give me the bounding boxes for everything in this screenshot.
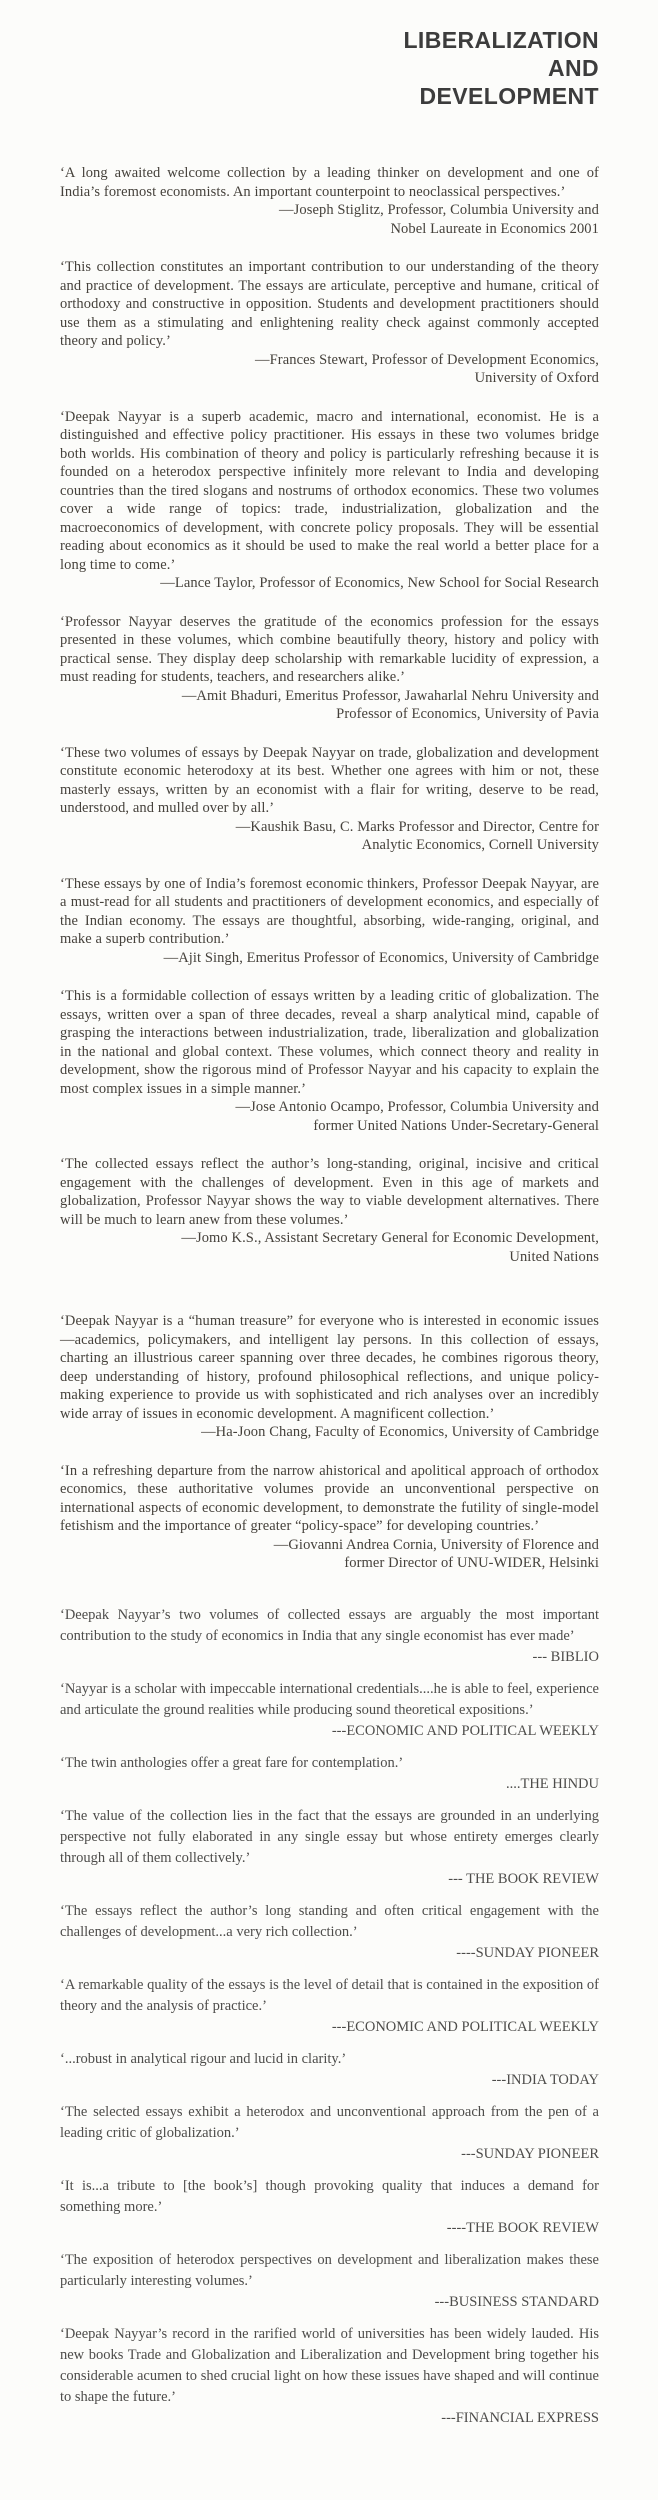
- quote-text: ‘Nayyar is a scholar with impeccable international credentials....he is able to feel, experience and articulate the ground realities while producing sound theoretical expositions.’: [60, 1680, 599, 1718]
- quote-attribution: [60, 201, 599, 238]
- attribution-line: Nobel Laureate in Economics 2001: [390, 220, 599, 237]
- quote-text: ‘The essays reflect the author’s long standing and often critical engagement with the challenges of development...a very rich collection.’: [60, 1902, 599, 1940]
- quote-attribution: ----SUNDAY PIONEER: [456, 1944, 599, 1961]
- endorsement-quote: [60, 1462, 599, 1573]
- quote-text: ‘The selected essays exhibit a heterodox and unconventional approach from the pen of a leading critic of globalization.’: [60, 2103, 599, 2141]
- book-title-line: LIBERALIZATION: [403, 27, 599, 53]
- book-title-line: DEVELOPMENT: [419, 83, 599, 109]
- endorsements-section: [60, 164, 599, 1573]
- endorsement-quote: [60, 164, 599, 238]
- attribution-line: —Jomo K.S., Assistant Secretary General for Economic Development,: [181, 1230, 599, 1246]
- attribution-line: —Lance Taylor, Professor of Economics, New School for Social Research: [160, 575, 599, 591]
- press-review-quote: [60, 2176, 599, 2239]
- quote-attribution: [60, 574, 599, 593]
- quote-text: ‘...robust in analytical rigour and lucid in clarity.’: [60, 2050, 347, 2067]
- attribution-line: United Nations: [509, 1248, 599, 1265]
- quote-attribution: ---BUSINESS STANDARD: [434, 2293, 599, 2310]
- quote-text: ‘The value of the collection lies in the fact that the essays are grounded in an underlying perspective not fully elaborated in any single essay but whose entirety emerges clearly through all of them collectively.’: [60, 1807, 599, 1866]
- quote-attribution: ---SUNDAY PIONEER: [461, 2145, 599, 2162]
- attribution-line: Professor of Economics, University of Pavia: [336, 706, 599, 722]
- quote-text: ‘A remarkable quality of the essays is the level of detail that is contained in the exposition of theory and the analysis of practice.’: [60, 1976, 599, 2014]
- endorsement-quote: [60, 1155, 599, 1266]
- quote-attribution: [60, 818, 599, 855]
- quote-text: ‘In a refreshing departure from the narrow ahistorical and apolitical approach of orthodox economics, these authoritative volumes provide an unconventional perspective on international aspects of economic development, to demonstrate the futility of single-model fetishism and the importance of greater “policy-space” for developing countries.’: [60, 1462, 599, 1534]
- press-review-quote: [60, 2324, 599, 2429]
- attribution-line: —Frances Stewart, Professor of Development Economics,: [255, 351, 599, 368]
- press-review-quote: [60, 1679, 599, 1742]
- press-review-quote: [60, 2102, 599, 2165]
- quote-text: ‘The exposition of heterodox perspectives on development and liberalization makes these particularly interesting volumes.’: [60, 2251, 599, 2289]
- attribution-line: —Ajit Singh, Emeritus Professor of Economics, University of Cambridge: [163, 949, 599, 966]
- quote-attribution: ....THE HINDU: [505, 1775, 599, 1792]
- quote-attribution: [60, 1229, 599, 1266]
- quote-text: ‘These essays by one of India’s foremost economic thinkers, Professor Deepak Nayyar, are a must-read for all students and practitioners of development economics, and especially of the Indian economy. The essays are thoughtful, absorbing, wide-ranging, original, and make a superb contribution.’: [60, 875, 599, 947]
- quote-text: ‘Deepak Nayyar’s two volumes of collected essays are arguably the most important contribution to the study of economics in India that any single economist has ever made’: [60, 1606, 599, 1644]
- quote-attribution: [60, 1423, 599, 1442]
- quote-text: ‘This is a formidable collection of essays written by a leading critic of globalization. The essays, written over a span of three decades, reveal a sharp analytical mind, capable of grasping the interactions between industrialization, trade, liberalization and globalization in the national and global context. These volumes, which connect theory and reality in development, show the rigorous mind of Professor Nayyar and his capacity to explain the most complex issues in a simple manner.’: [60, 988, 599, 1097]
- attribution-line: —Joseph Stiglitz, Professor, Columbia University and: [279, 202, 599, 218]
- quote-attribution: --- THE BOOK REVIEW: [448, 1870, 599, 1887]
- quote-attribution: ---ECONOMIC AND POLITICAL WEEKLY: [331, 1722, 599, 1739]
- press-review-quote: [60, 1806, 599, 1890]
- quote-text: ‘The collected essays reflect the author’s long-standing, original, incisive and critical engagement with the challenges of development. Even in this age of markets and globalization, Professor Nayyar shows the way to viable development alternatives. There will be much to learn anew from these volumes.’: [60, 1156, 599, 1228]
- endorsement-quote: [60, 987, 599, 1135]
- quote-attribution: --- BIBLIO: [532, 1648, 599, 1665]
- press-review-quote: [60, 1975, 599, 2038]
- endorsement-quote: [60, 744, 599, 855]
- quote-text: ‘Professor Nayyar deserves the gratitude of the economics profession for the essays presented in these volumes, which combine beautifully theory, history and policy with practical sense. They display deep scholarship with remarkable lucidity of expression, a must reading for students, teachers, and researchers alike.’: [60, 613, 599, 685]
- book-title-line: AND: [547, 55, 599, 81]
- book-title: [60, 26, 599, 110]
- endorsement-quote: [60, 1312, 599, 1442]
- attribution-line: —Kaushik Basu, C. Marks Professor and Director, Centre for: [235, 818, 599, 835]
- attribution-line: University of Oxford: [474, 370, 599, 386]
- endorsement-quote: [60, 875, 599, 968]
- quote-attribution: ---FINANCIAL EXPRESS: [441, 2409, 599, 2426]
- attribution-line: —Amit Bhaduri, Emeritus Professor, Jawaharlal Nehru University and: [181, 687, 599, 704]
- quote-attribution: ---ECONOMIC AND POLITICAL WEEKLY: [331, 2018, 599, 2035]
- attribution-line: —Jose Antonio Ocampo, Professor, Columbia University and: [235, 1099, 599, 1115]
- quote-attribution: [60, 1536, 599, 1573]
- attribution-line: —Giovanni Andrea Cornia, University of Florence and: [273, 1536, 599, 1553]
- quote-text: ‘Deepak Nayyar’s record in the rarified world of universities has been widely lauded. His new books Trade and Globalization and Liberalization and Development bring together his considerable acumen to shed crucial light on how these issues have shaped and will continue to shape the future.’: [60, 2325, 599, 2405]
- press-review-quote: [60, 1901, 599, 1964]
- quote-text: ‘This collection constitutes an important contribution to our understanding of the theory and practice of development. The essays are articulate, perceptive and humane, critical of orthodoxy and constructive in opposition. Students and development practitioners should use them as a stimulating and enlightening reality check against commonly accepted theory and policy.’: [60, 259, 599, 349]
- endorsement-quote: [60, 613, 599, 724]
- endorsement-quote: [60, 408, 599, 593]
- quote-text: ‘It is...a tribute to [the book’s] though provoking quality that induces a demand for something more.’: [60, 2177, 599, 2215]
- quote-text: ‘A long awaited welcome collection by a leading thinker on development and one of India’s foremost economists. An important counterpoint to neoclassical perspectives.’: [60, 165, 599, 200]
- press-review-quote: [60, 2250, 599, 2313]
- press-reviews-section: [60, 1605, 599, 2429]
- quote-text: ‘Deepak Nayyar is a superb academic, macro and international, economist. He is a distinguished and effective policy practitioner. His essays in these two volumes bridge both worlds. His combination of theory and policy is particularly refreshing because it is founded on a heterodox perspective infinitely more relevant to India and developing countries than the tired slogans and nostrums of orthodox economics. These two volumes cover a wide range of topics: trade, industrialization, globalization and the macroeconomics of development, with concrete policy proposals. They will be essential reading about economics as it should be used to make the real world a better place for a long time to come.’: [60, 408, 599, 573]
- press-review-quote: [60, 2049, 599, 2091]
- quote-attribution: [60, 949, 599, 968]
- endorsement-quote: [60, 258, 599, 388]
- quote-attribution: [60, 1098, 599, 1135]
- press-review-quote: [60, 1605, 599, 1668]
- quote-attribution: ----THE BOOK REVIEW: [446, 2219, 599, 2236]
- quote-attribution: [60, 351, 599, 388]
- attribution-line: Analytic Economics, Cornell University: [361, 837, 599, 853]
- attribution-line: —Ha-Joon Chang, Faculty of Economics, University of Cambridge: [201, 1424, 599, 1440]
- quote-attribution: [60, 687, 599, 724]
- quote-text: ‘These two volumes of essays by Deepak Nayyar on trade, globalization and development constitute economic heterodoxy at its best. Whether one agrees with him or not, these masterly essays, written by an economist with a flair for writing, deserve to be read, understood, and mulled over by all.’: [60, 744, 599, 816]
- press-review-quote: [60, 1753, 599, 1795]
- attribution-line: former United Nations Under-Secretary-General: [313, 1117, 599, 1134]
- quote-attribution: ---INDIA TODAY: [491, 2071, 599, 2088]
- attribution-line: former Director of UNU-WIDER, Helsinki: [344, 1555, 599, 1571]
- quote-text: ‘Deepak Nayyar is a “human treasure” for everyone who is interested in economic issues—academics, policymakers, and intelligent lay persons. In this collection of essays, charting an illustrious career spanning over three decades, he combines rigorous theory, deep understanding of history, profound philosophical reflections, and unique policy-making experience to provide us with sophisticated and rich analyses over an incredibly wide array of issues in economic development. A magnificent collection.’: [60, 1313, 599, 1422]
- quote-text: ‘The twin anthologies offer a great fare for contemplation.’: [60, 1754, 404, 1771]
